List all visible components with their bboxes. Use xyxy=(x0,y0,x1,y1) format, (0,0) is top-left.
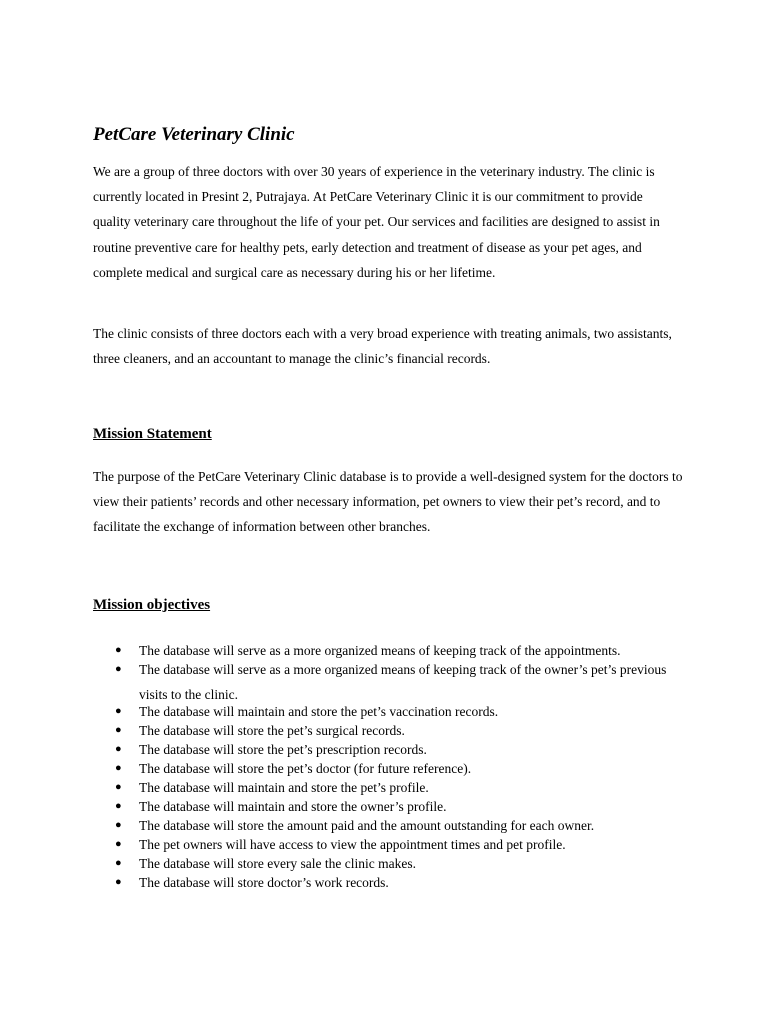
bullet-icon: ● xyxy=(115,780,122,793)
list-item-text: The database will store the amount paid and the amount outstanding for each owner. xyxy=(139,817,595,833)
list-item xyxy=(93,854,693,873)
mission-statement-text: The purpose of the PetCare Veterinary Clinic database is to provide a well-designed system for the doctors to view their patients’ records and other necessary information, pet owners to view their pet’s record, and to facilitate the exchange of information between other branches. xyxy=(93,469,683,535)
list-item-text: The database will store every sale the clinic makes. xyxy=(139,855,417,871)
list-item-text: The database will serve as a more organized means of keeping track of the owner’s pet’s previous visits to the clinic. xyxy=(139,662,667,703)
list-item-text: The database will store the pet’s surgical records. xyxy=(139,722,405,738)
list-item-text: The database will maintain and store the pet’s vaccination records. xyxy=(139,703,499,719)
bullet-icon: ● xyxy=(115,663,122,676)
intro-paragraph-2: The clinic consists of three doctors each with a very broad experience with treating animals, two assistants, three cleaners, and an accountant to manage the clinic’s financial records. xyxy=(93,326,672,367)
document-title: PetCare Veterinary Clinic xyxy=(93,124,295,145)
bullet-icon: ● xyxy=(115,799,122,812)
bullet-icon: ● xyxy=(115,704,122,717)
list-item xyxy=(93,835,693,854)
list-item xyxy=(93,721,693,740)
list-item xyxy=(93,778,693,797)
list-item xyxy=(93,759,693,778)
list-item-text: The database will store doctor’s work records. xyxy=(139,874,389,890)
list-item xyxy=(93,657,693,707)
list-item xyxy=(93,797,693,816)
mission-statement-heading: Mission Statement xyxy=(93,426,212,442)
bullet-icon: ● xyxy=(115,723,122,736)
list-item-text: The database will maintain and store the pet’s profile. xyxy=(139,779,429,795)
bullet-icon: ● xyxy=(115,818,122,831)
list-item xyxy=(93,702,693,721)
list-item-text: The database will serve as a more organized means of keeping track of the appointments. xyxy=(139,643,621,658)
bullet-icon: ● xyxy=(115,644,122,656)
bullet-icon: ● xyxy=(115,761,122,774)
bullet-icon: ● xyxy=(115,837,122,850)
intro-paragraph-1: We are a group of three doctors with over 30 years of experience in the veterinary industry. The clinic is currently located in Presint 2, Putrajaya. At PetCare Veterinary Clinic it is our commitment to provide quality veterinary care throughout the life of your pet. Our services and facilities are designed to assist in routine preventive care for healthy pets, early detection and treatment of disease as your pet ages, and complete medical and surgical care as necessary during his or her lifetime. xyxy=(93,164,660,280)
list-item-text: The database will store the pet’s doctor (for future reference). xyxy=(139,760,472,776)
list-item-text: The pet owners will have access to view the appointment times and pet profile. xyxy=(139,836,566,852)
list-item-text: The database will maintain and store the owner’s profile. xyxy=(139,798,447,814)
list-item xyxy=(93,873,693,892)
list-item-text: The database will store the pet’s prescription records. xyxy=(139,741,427,757)
list-item xyxy=(93,740,693,759)
list-item xyxy=(93,816,693,835)
mission-objectives-list xyxy=(93,638,693,892)
bullet-icon: ● xyxy=(115,875,122,888)
mission-objectives-heading: Mission objectives xyxy=(93,597,211,613)
bullet-icon: ● xyxy=(115,856,122,869)
bullet-icon: ● xyxy=(115,742,122,755)
